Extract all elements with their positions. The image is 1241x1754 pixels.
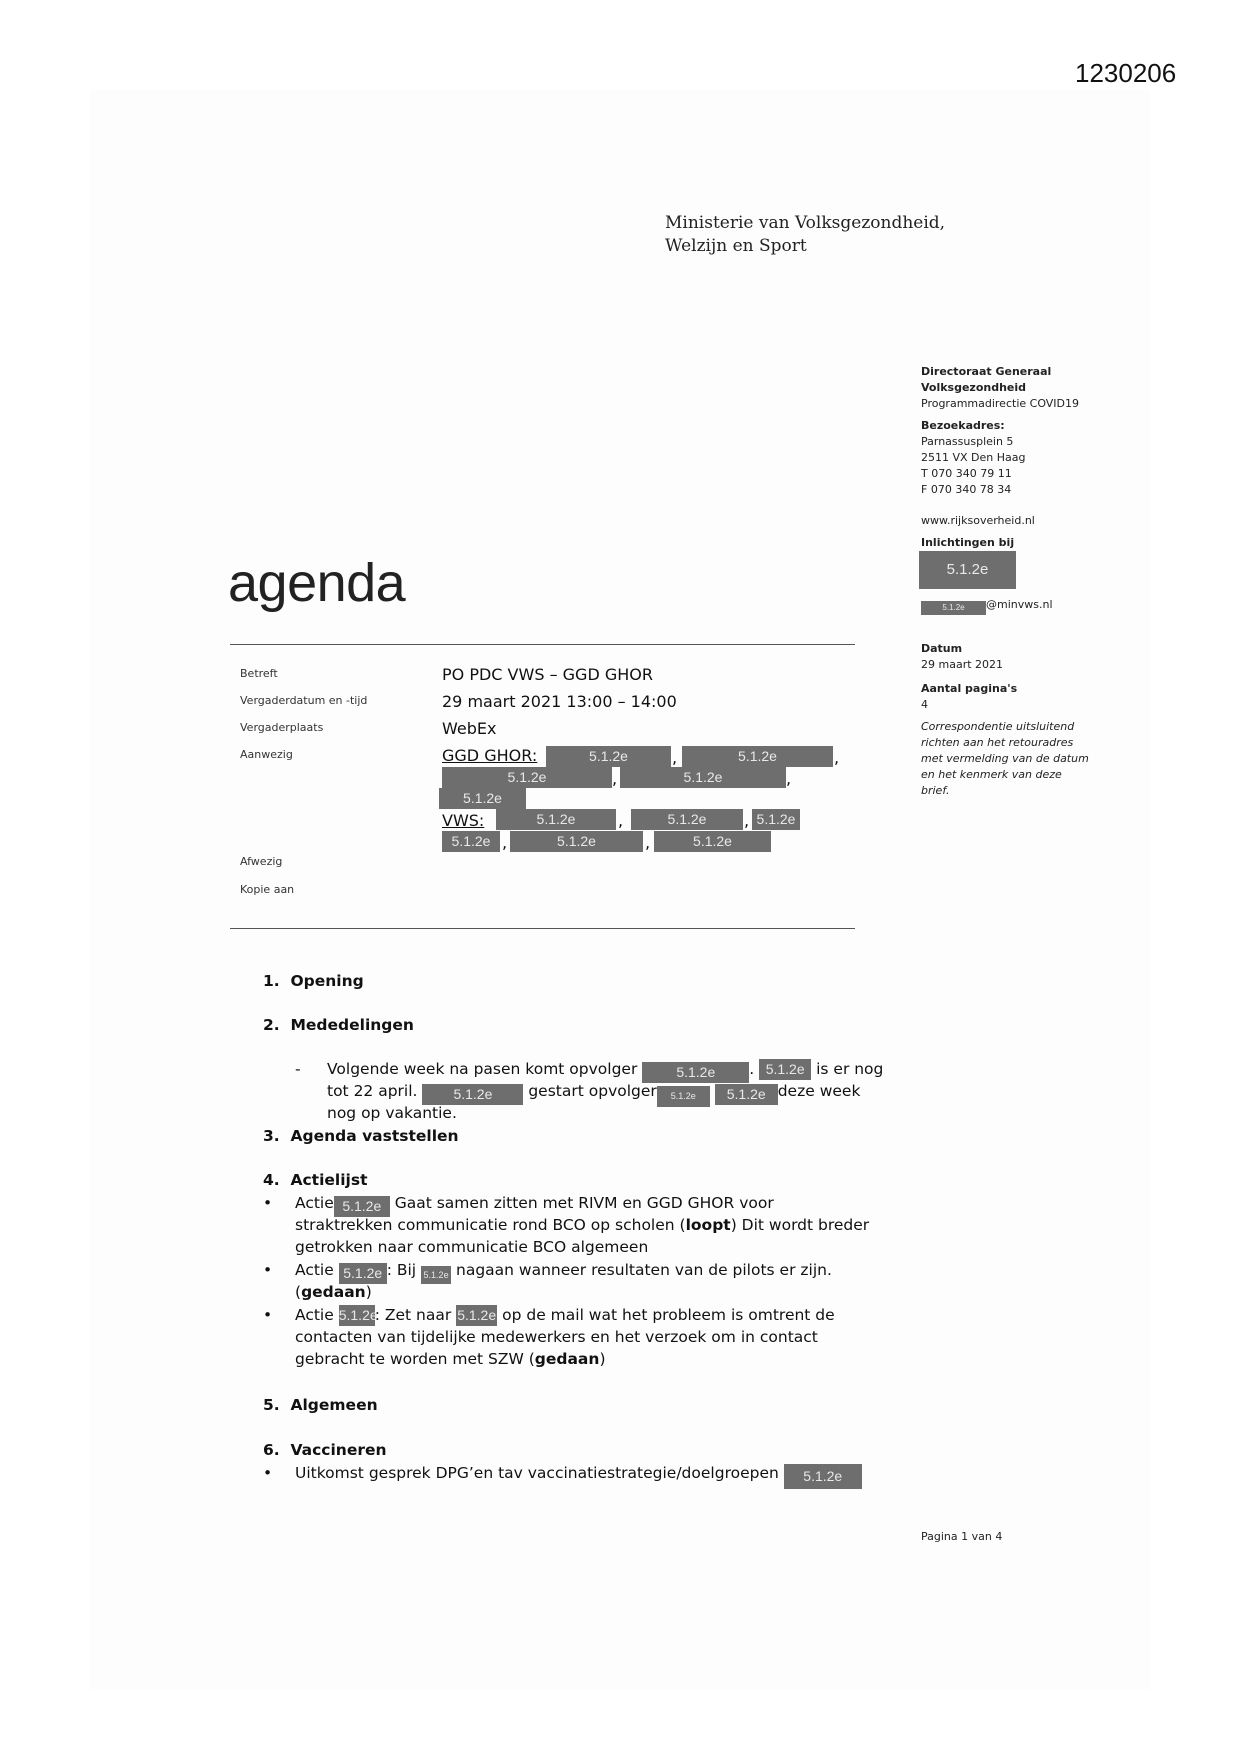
label-betreft: Betreft [240,667,278,680]
redaction: 5.1.2e [715,1084,778,1105]
date-value: 29 maart 2021 [921,658,1004,671]
item-title: Agenda vaststellen [290,1127,459,1145]
redaction: 5.1.2e [784,1464,862,1489]
org-department: Programmadirectie COVID19 [921,397,1080,410]
redaction: 5.1.2e [339,1263,387,1284]
note-line: met vermelding van de datum [921,752,1089,765]
bullet-icon: • [263,1261,273,1279]
text: tot 22 april. [327,1082,418,1100]
redaction: 5.1.2e [921,601,986,615]
redaction: 5.1.2e [546,746,671,767]
vws-label: VWS: [442,811,485,830]
redaction: 5.1.2e [682,746,833,767]
text: : Zet naar [374,1306,452,1324]
redaction: 5.1.2e [456,1305,497,1326]
item-number: 5. [263,1396,280,1414]
agenda-item-2 [263,1014,414,1036]
phone: T 070 340 79 11 [921,467,1012,480]
bullet-icon: • [263,1464,273,1482]
text: Actie [295,1306,334,1324]
text: ( [295,1283,302,1301]
item-number: 3. [263,1127,280,1145]
ggd-ghor-label: GGD GHOR: [442,746,538,765]
pages-value: 4 [921,698,928,711]
status-text: gedaan [534,1350,600,1368]
text: Actie [295,1194,334,1212]
separator: , [744,811,750,830]
text: Volgende week na pasen komt opvolger [327,1060,638,1078]
text: gebracht te worden met SZW ( [295,1350,535,1368]
text: . [749,1060,755,1078]
text: : Bij [386,1261,417,1279]
bullet-icon: • [263,1194,273,1212]
address-label: Bezoekadres: [921,419,1005,432]
redaction: 5.1.2e [654,831,771,852]
label-aanwezig: Aanwezig [240,748,293,761]
agenda-item-5 [263,1394,378,1416]
text: nagaan wanneer resultaten van de pilots er zijn. [456,1261,832,1279]
action-line [295,1281,372,1303]
note-line: brief. [921,784,950,797]
text: straktrekken communicatie rond BCO op scholen ( [295,1216,686,1234]
sidebar-contact [921,364,1089,799]
redaction: 5.1.2e [657,1086,710,1107]
action-line: getrokken naar communicatie BCO algemeen [295,1238,649,1256]
agenda-item-3 [263,1125,459,1147]
redaction: 5.1.2e [421,1266,451,1284]
value-datum: 29 maart 2021 13:00 – 14:00 [442,692,677,711]
redaction: 5.1.2e [496,809,616,830]
info-label: Inlichtingen bij [921,536,1015,549]
value-betreft: PO PDC VWS – GGD GHOR [442,665,653,684]
separator: , [834,748,840,767]
item-title: Opening [290,972,364,990]
status-text: gedaan [301,1283,366,1301]
dash-marker: - [295,1060,301,1078]
action-line [295,1348,606,1370]
text: deze week [777,1082,861,1100]
redaction: 5.1.2e [752,809,800,830]
redaction: 5.1.2e [422,1084,523,1105]
org-name: Volksgezondheid [921,381,1027,394]
item-title: Actielijst [290,1171,368,1189]
item-number: 4. [263,1171,280,1189]
org-name: Directoraat Generaal [921,365,1052,378]
status-text: loopt [685,1216,731,1234]
text: ) [599,1350,606,1368]
action-line [295,1214,869,1236]
separator: , [645,833,651,852]
redaction: 5.1.2e [334,1196,390,1217]
ministry-logo-text [665,212,945,258]
item-number: 1. [263,972,280,990]
agenda-item-4 [263,1169,367,1191]
text: Actie [295,1261,334,1279]
separator: , [612,769,618,788]
action-line: contacten van tijdelijke medewerkers en het verzoek om in contact [295,1328,818,1346]
redaction: 5.1.2e [642,1062,749,1083]
redaction: 5.1.2e [919,551,1016,589]
address-line: Parnassusplein 5 [921,435,1014,448]
text: Gaat samen zitten met RIVM en GGD GHOR voor [394,1194,774,1212]
text: is er nog [816,1060,884,1078]
redaction: 5.1.2e [510,831,643,852]
separator: , [786,769,792,788]
separator: , [618,811,624,830]
agenda-item-6 [263,1439,387,1461]
note-line: richten aan het retouradres [921,736,1074,749]
action-line [295,1304,835,1326]
ministry-line-1: Ministerie van Volksgezondheid, [665,213,946,233]
redaction: 5.1.2e [442,767,612,788]
note-line: Correspondentie uitsluitend [921,720,1075,733]
website-link[interactable]: www.rijksoverheid.nl [921,514,1035,527]
text: gestart opvolger [528,1082,657,1100]
fax: F 070 340 78 34 [921,483,1012,496]
item-title: Mededelingen [290,1016,414,1034]
action-line [295,1259,832,1284]
label-datum: Vergaderdatum en -tijd [240,694,368,707]
address-line: 2511 VX Den Haag [921,451,1026,464]
label-kopie: Kopie aan [240,883,295,896]
note-line: en het kenmerk van deze [921,768,1062,781]
item-number: 6. [263,1441,280,1459]
agenda-item-1 [263,970,364,992]
label-afwezig: Afwezig [240,855,283,868]
text: Uitkomst gesprek DPG’en tav vaccinatiestrategie/doelgroepen [295,1464,779,1482]
item-number: 2. [263,1016,280,1034]
bullet-icon: • [263,1306,273,1324]
text: ) [365,1283,372,1301]
pages-label: Aantal pagina's [921,682,1018,695]
page-title: agenda [228,553,406,613]
email[interactable]: @minvws.nl [986,598,1053,611]
redaction: 5.1.2e [620,767,786,788]
announcement-line: nog op vakantie. [327,1104,457,1122]
label-plaats: Vergaderplaats [240,721,324,734]
redaction: 5.1.2e [439,788,526,809]
redaction: 5.1.2e [442,831,500,852]
redaction: 5.1.2e [631,809,743,830]
separator: , [672,748,678,767]
date-label: Datum [921,642,963,655]
redaction: 5.1.2e [759,1059,811,1080]
item-title: Vaccineren [290,1441,387,1459]
ministry-line-2: Welzijn en Sport [665,236,807,256]
top-divider [230,644,855,645]
bottom-divider [230,928,855,929]
text: op de mail wat het probleem is omtrent de [502,1306,835,1324]
redaction: 5.1.2e [339,1305,375,1326]
document-number: 1230206 [1075,58,1177,88]
text: ) Dit wordt breder [730,1216,870,1234]
value-plaats: WebEx [442,719,497,738]
item-title: Algemeen [290,1396,378,1414]
page-number: Pagina 1 van 4 [921,1530,1003,1543]
separator: , [502,833,508,852]
vaccination-line [295,1462,862,1489]
